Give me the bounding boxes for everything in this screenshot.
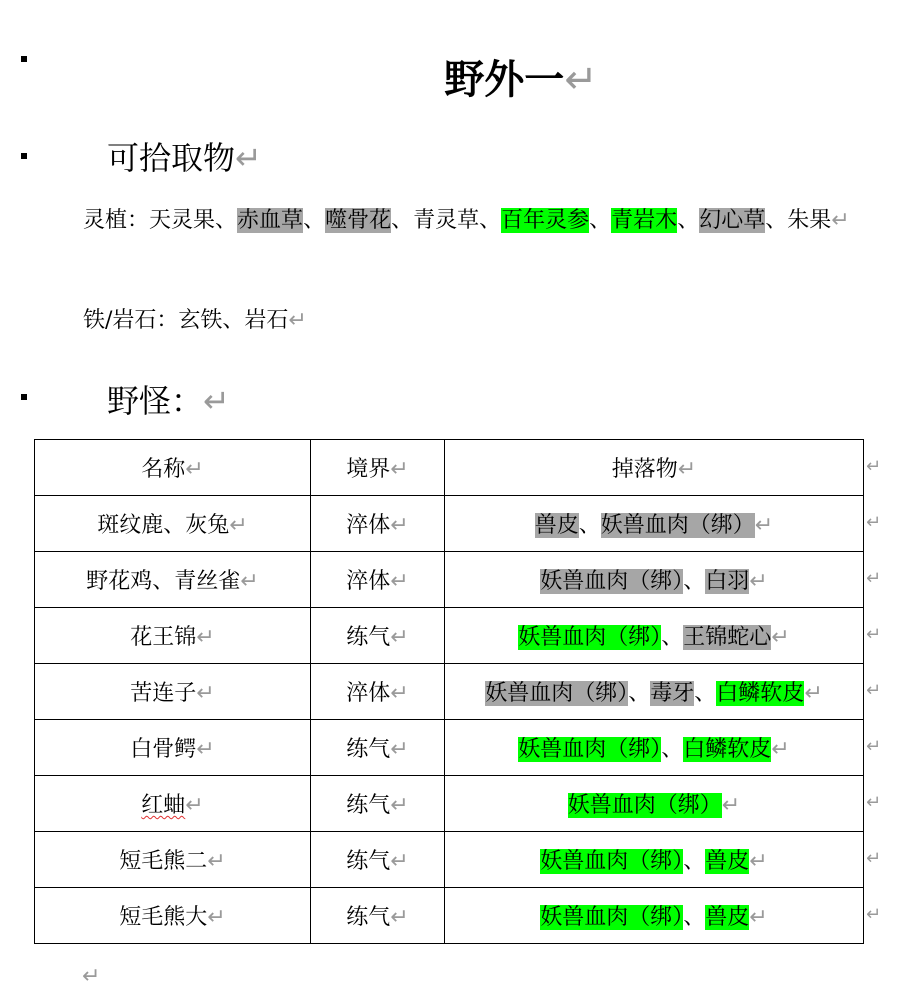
row-end-mark-icon: ↵ — [866, 680, 882, 701]
monster-realm: 淬体 — [346, 681, 391, 706]
drop-item: 王锦蛇心 — [683, 625, 772, 650]
realm-cell — [311, 888, 445, 944]
name-cell — [35, 776, 311, 832]
paragraph-mark-icon: ↵ — [677, 457, 697, 482]
plant-item: 青岩木 — [611, 208, 678, 233]
monster-realm: 练气 — [346, 737, 391, 762]
paragraph-mark-icon: ↵ — [196, 737, 215, 762]
monster-realm: 练气 — [346, 849, 391, 874]
plant-item: 幻心草 — [699, 208, 766, 233]
table-row — [35, 496, 864, 552]
monster-name: 短毛熊二 — [119, 849, 208, 874]
drop-item: 妖兽血肉（绑） — [567, 793, 722, 818]
paragraph-mark-icon: ↵ — [390, 513, 409, 538]
monster-name: 短毛熊大 — [119, 905, 208, 930]
drop-item: 、 — [683, 849, 706, 874]
paragraph-mark-icon: ↵ — [390, 849, 409, 874]
drop-item: 妖兽血肉（绑） — [518, 625, 662, 650]
drop-item: 妖兽血肉（绑） — [540, 905, 684, 930]
heading-bullet — [21, 394, 27, 400]
drops-cell — [445, 664, 864, 720]
drop-item: 妖兽血肉（绑） — [540, 569, 684, 594]
drop-item: 妖兽血肉（绑） — [485, 681, 629, 706]
heading-bullet — [21, 153, 27, 159]
table-row — [35, 664, 864, 720]
plant-item: 百年灵参 — [501, 208, 590, 233]
row-end-mark-icon: ↵ — [866, 848, 882, 869]
paragraph-mark-icon: ↵ — [771, 737, 790, 762]
paragraph-mark-icon: ↵ — [207, 905, 226, 930]
name-cell — [35, 496, 311, 552]
monster-table — [34, 439, 864, 944]
paragraph-mark-icon: ↵ — [235, 139, 262, 177]
header-cell — [35, 440, 311, 496]
monster-heading: 野怪：↵ — [107, 382, 230, 420]
paragraph-mark-icon: ↵ — [229, 513, 248, 538]
header-cell — [311, 440, 445, 496]
realm-cell — [311, 832, 445, 888]
paragraph-mark-icon: ↵ — [288, 308, 307, 333]
drop-item: 妖兽血肉（绑） — [540, 849, 684, 874]
separator: 、 — [479, 208, 502, 233]
monster-name: 白骨鳄 — [130, 737, 197, 762]
drop-item: 妖兽血肉（绑） — [600, 513, 755, 538]
drop-item: 白鳞软皮 — [683, 737, 772, 762]
separator: 、 — [391, 208, 414, 233]
name-cell — [35, 888, 311, 944]
row-end-mark-icon: ↵ — [866, 568, 882, 589]
drops-cell — [445, 776, 864, 832]
paragraph-mark-icon: ↵ — [831, 208, 850, 233]
separator: 、 — [765, 208, 788, 233]
drop-item: 、 — [694, 681, 717, 706]
monster-realm: 练气 — [346, 793, 391, 818]
paragraph-mark-icon: ↵ — [390, 793, 409, 818]
monster-realm: 练气 — [346, 905, 391, 930]
name-cell — [35, 608, 311, 664]
paragraph-mark-icon: ↵ — [196, 681, 215, 706]
paragraph-mark-icon: ↵ — [207, 849, 226, 874]
header-label: 名称 — [141, 457, 186, 482]
paragraph-mark-icon: ↵ — [82, 964, 101, 989]
row-end-mark-icon: ↵ — [866, 624, 882, 645]
drop-item: 兽皮 — [705, 849, 750, 874]
name-cell — [35, 552, 311, 608]
header-label: 掉落物 — [611, 457, 678, 482]
plant-item: 朱果 — [787, 208, 832, 233]
paragraph-mark-icon: ↵ — [749, 905, 768, 930]
monster-realm: 淬体 — [346, 569, 391, 594]
plant-item: 噬骨花 — [325, 208, 392, 233]
monster-name: 苦连子 — [130, 681, 197, 706]
separator: 、 — [215, 208, 238, 233]
drops-cell — [445, 720, 864, 776]
realm-cell — [311, 608, 445, 664]
paragraph-mark-icon: ↵ — [185, 457, 204, 482]
monster-name: 花王锦 — [130, 625, 197, 650]
paragraph-mark-icon: ↵ — [390, 905, 409, 930]
plant-item: 赤血草 — [237, 208, 304, 233]
drop-item: 、 — [683, 569, 706, 594]
paragraph-mark-icon: ↵ — [754, 513, 774, 538]
monster-realm: 淬体 — [346, 513, 391, 538]
paragraph-mark-icon: ↵ — [721, 793, 741, 818]
paragraph-mark-icon: ↵ — [203, 382, 230, 420]
monster-realm: 练气 — [346, 625, 391, 650]
name-cell — [35, 832, 311, 888]
table-row — [35, 776, 864, 832]
table-row — [35, 552, 864, 608]
table-header-row — [35, 440, 864, 496]
drop-item: 白鳞软皮 — [716, 681, 805, 706]
page-title: 野外一↵ — [444, 57, 598, 103]
paragraph-mark-icon: ↵ — [771, 625, 790, 650]
plant-item: 青灵草 — [413, 208, 480, 233]
drops-cell — [445, 832, 864, 888]
table-row — [35, 608, 864, 664]
drop-item: 妖兽血肉（绑） — [518, 737, 662, 762]
realm-cell — [311, 552, 445, 608]
paragraph-mark-icon: ↵ — [390, 681, 409, 706]
drops-cell — [445, 496, 864, 552]
row-end-mark-icon: ↵ — [866, 736, 882, 757]
drops-cell — [445, 608, 864, 664]
drop-item: 、 — [661, 625, 684, 650]
paragraph-mark-icon: ↵ — [390, 625, 409, 650]
row-end-mark-icon: ↵ — [866, 512, 882, 533]
separator: 、 — [589, 208, 612, 233]
drop-item: 白羽 — [705, 569, 750, 594]
monster-name: 斑纹鹿、灰兔 — [97, 513, 230, 538]
table-row — [35, 832, 864, 888]
table-row — [35, 720, 864, 776]
drops-cell — [445, 552, 864, 608]
monster-name: 野花鸡、青丝雀 — [86, 569, 241, 594]
monster-name: 红蚰 — [141, 793, 186, 818]
paragraph-mark-icon: ↵ — [185, 793, 204, 818]
header-label: 境界 — [346, 457, 391, 482]
realm-cell — [311, 720, 445, 776]
drop-item: 兽皮 — [705, 905, 750, 930]
plants-paragraph: 灵植：天灵果、赤血草、噬骨花、青灵草、百年灵参、青岩木、幻心草、朱果↵ — [83, 208, 850, 233]
drop-item: 、 — [578, 513, 601, 538]
name-cell — [35, 664, 311, 720]
name-cell — [35, 720, 311, 776]
drop-item: 毒牙 — [650, 681, 695, 706]
drop-item: 、 — [683, 905, 706, 930]
realm-cell — [311, 496, 445, 552]
paragraph-mark-icon: ↵ — [390, 737, 409, 762]
paragraph-mark-icon: ↵ — [196, 625, 215, 650]
separator: 、 — [303, 208, 326, 233]
table-row — [35, 888, 864, 944]
plant-item: 天灵果 — [149, 208, 216, 233]
pickup-heading: 可拾取物↵ — [107, 139, 262, 177]
paragraph-mark-icon: ↵ — [390, 457, 409, 482]
drop-item: 、 — [628, 681, 651, 706]
drop-item: 兽皮 — [534, 513, 579, 538]
header-cell — [445, 440, 864, 496]
ores-paragraph: 铁/岩石：玄铁、岩石↵ — [83, 308, 307, 333]
paragraph-mark-icon: ↵ — [749, 569, 768, 594]
row-end-mark-icon: ↵ — [866, 792, 882, 813]
realm-cell — [311, 776, 445, 832]
realm-cell — [311, 664, 445, 720]
separator: 、 — [677, 208, 700, 233]
drops-cell — [445, 888, 864, 944]
drop-item: 、 — [661, 737, 684, 762]
paragraph-mark-icon: ↵ — [564, 57, 598, 103]
paragraph-mark-icon: ↵ — [240, 569, 259, 594]
paragraph-mark-icon: ↵ — [804, 681, 823, 706]
paragraph-mark-icon: ↵ — [390, 569, 409, 594]
row-end-mark-icon: ↵ — [866, 904, 882, 925]
row-end-mark-icon: ↵ — [866, 456, 882, 477]
paragraph-mark-icon: ↵ — [749, 849, 768, 874]
